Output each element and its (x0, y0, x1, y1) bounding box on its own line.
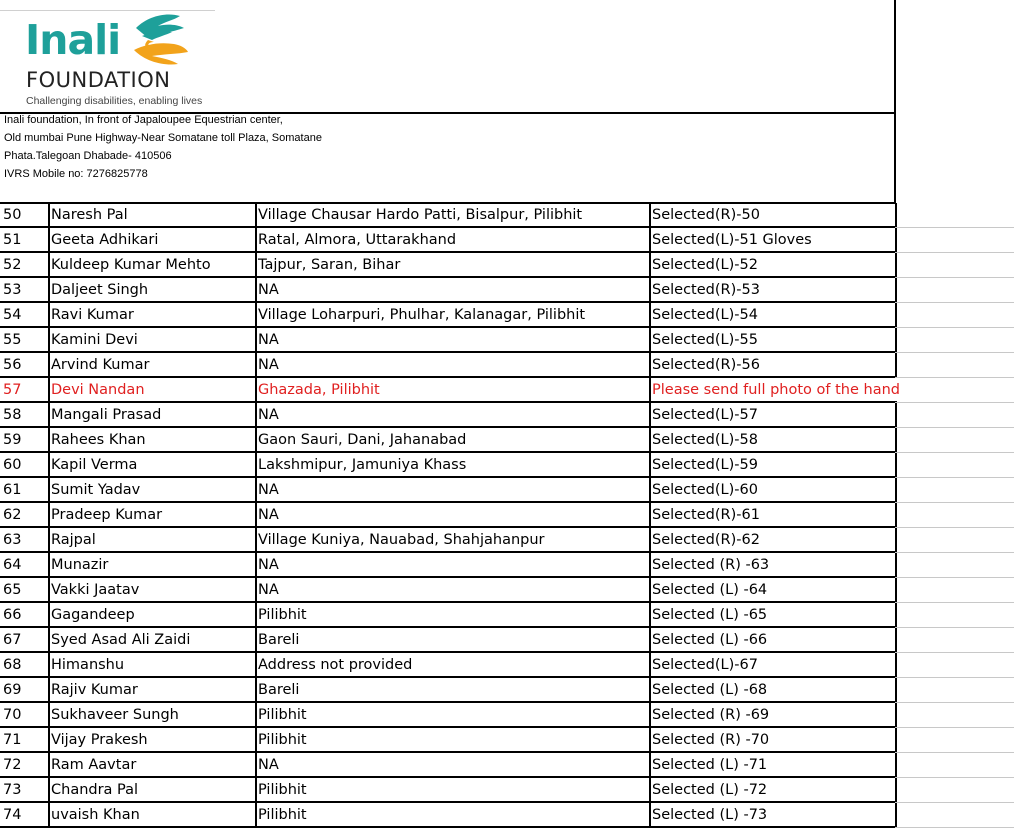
status-cell: Selected (L) -65 (649, 603, 897, 628)
row-number-cell: 72 (0, 753, 50, 778)
name-cell: Mangali Prasad (48, 403, 257, 428)
name-cell: uvaish Khan (48, 803, 257, 828)
table-row (0, 503, 1014, 528)
empty-cell (895, 228, 1014, 253)
row-number-cell: 64 (0, 553, 50, 578)
empty-cell (895, 628, 1014, 653)
name-cell: Rajpal (48, 528, 257, 553)
logo-wordmark: Inali (25, 16, 121, 64)
name-cell: Arvind Kumar (48, 353, 257, 378)
status-cell: Selected (R) -70 (649, 728, 897, 753)
table-row (0, 753, 1014, 778)
status-cell: Selected (L) -64 (649, 578, 897, 603)
table-row (0, 303, 1014, 328)
row-number-cell: 58 (0, 403, 50, 428)
empty-cell (895, 328, 1014, 353)
row-number-cell: 65 (0, 578, 50, 603)
name-cell: Pradeep Kumar (48, 503, 257, 528)
name-cell: Kapil Verma (48, 453, 257, 478)
name-cell: Rajiv Kumar (48, 678, 257, 703)
row-number-cell: 68 (0, 653, 50, 678)
status-cell: Selected(L)-57 (649, 403, 897, 428)
empty-cell (895, 553, 1014, 578)
row-number-cell: 52 (0, 253, 50, 278)
ivrs-mobile-line: IVRS Mobile no: 7276825778 (4, 168, 148, 180)
row-number-cell: 51 (0, 228, 50, 253)
name-cell: Kuldeep Kumar Mehto (48, 253, 257, 278)
table-row (0, 328, 1014, 353)
address-cell: NA (255, 353, 651, 378)
empty-cell (895, 453, 1014, 478)
table-row (0, 528, 1014, 553)
table-row (0, 253, 1014, 278)
table-row (0, 353, 1014, 378)
logo-tagline: Challenging disabilities, enabling lives (26, 95, 203, 107)
address-cell: Lakshmipur, Jamuniya Khass (255, 453, 651, 478)
table-row (0, 278, 1014, 303)
empty-cell (895, 428, 1014, 453)
name-cell: Ram Aavtar (48, 753, 257, 778)
name-cell: Vijay Prakesh (48, 728, 257, 753)
address-cell: NA (255, 403, 651, 428)
status-cell: Selected(L)-67 (649, 653, 897, 678)
empty-cell (895, 603, 1014, 628)
status-cell: Selected(L)-59 (649, 453, 897, 478)
row-number-cell: 69 (0, 678, 50, 703)
status-cell: Selected(R)-61 (649, 503, 897, 528)
row-number-cell: 67 (0, 628, 50, 653)
address-line-2: Old mumbai Pune Highway-Near Somatane toll Plaza, Somatane (4, 132, 322, 144)
row-number-cell: 66 (0, 603, 50, 628)
address-cell: NA (255, 278, 651, 303)
row-number-cell: 56 (0, 353, 50, 378)
address-cell: NA (255, 753, 651, 778)
address-cell: NA (255, 328, 651, 353)
empty-cell (895, 578, 1014, 603)
row-number-cell: 53 (0, 278, 50, 303)
empty-cell (895, 253, 1014, 278)
table-row (0, 403, 1014, 428)
status-cell: Selected(L)-58 (649, 428, 897, 453)
address-cell: Bareli (255, 678, 651, 703)
address-line-3: Phata.Talegoan Dhabade- 410506 (4, 150, 172, 162)
address-cell: Village Loharpuri, Phulhar, Kalanagar, Pilibhit (255, 303, 651, 328)
status-cell: Please send full photo of the hand (649, 378, 897, 403)
table-row (0, 653, 1014, 678)
address-cell: Ratal, Almora, Uttarakhand (255, 228, 651, 253)
address-cell: Pilibhit (255, 728, 651, 753)
address-cell: Pilibhit (255, 703, 651, 728)
empty-cell (895, 303, 1014, 328)
empty-cell (895, 678, 1014, 703)
row-number-cell: 73 (0, 778, 50, 803)
table-row (0, 628, 1014, 653)
row-number-cell: 55 (0, 328, 50, 353)
address-cell: Bareli (255, 628, 651, 653)
name-cell: Chandra Pal (48, 778, 257, 803)
row-number-cell: 50 (0, 203, 50, 228)
empty-cell (895, 203, 1014, 228)
status-cell: Selected(R)-56 (649, 353, 897, 378)
address-cell: Pilibhit (255, 603, 651, 628)
empty-cell (895, 403, 1014, 428)
name-cell: Sumit Yadav (48, 478, 257, 503)
status-cell: Selected (L) -72 (649, 778, 897, 803)
table-row (0, 678, 1014, 703)
table-row (0, 428, 1014, 453)
status-cell: Selected(L)-52 (649, 253, 897, 278)
status-cell: Selected(L)-60 (649, 478, 897, 503)
address-block (0, 114, 896, 204)
empty-cell (895, 728, 1014, 753)
name-cell: Rahees Khan (48, 428, 257, 453)
empty-cell (895, 478, 1014, 503)
address-cell: Address not provided (255, 653, 651, 678)
name-cell: Geeta Adhikari (48, 228, 257, 253)
empty-cell (895, 753, 1014, 778)
row-number-cell: 61 (0, 478, 50, 503)
address-cell: NA (255, 478, 651, 503)
name-cell: Kamini Devi (48, 328, 257, 353)
table-row (0, 728, 1014, 753)
table-row (0, 603, 1014, 628)
address-cell: Gaon Sauri, Dani, Jahanabad (255, 428, 651, 453)
status-cell: Selected(L)-51 Gloves (649, 228, 897, 253)
status-cell: Selected (R) -69 (649, 703, 897, 728)
row-number-cell: 57 (0, 378, 50, 403)
name-cell: Ravi Kumar (48, 303, 257, 328)
logo-foundation-text: FOUNDATION (26, 68, 171, 92)
row-number-cell: 62 (0, 503, 50, 528)
table-row (0, 228, 1014, 253)
status-cell: Selected (R) -63 (649, 553, 897, 578)
status-cell: Selected (L) -68 (649, 678, 897, 703)
row-number-cell: 74 (0, 803, 50, 828)
name-cell: Naresh Pal (48, 203, 257, 228)
empty-cell (895, 528, 1014, 553)
name-cell: Vakki Jaatav (48, 578, 257, 603)
address-cell: Village Chausar Hardo Patti, Bisalpur, Pilibhit (255, 203, 651, 228)
address-line-1: Inali foundation, In front of Japaloupee Equestrian center, (4, 114, 283, 126)
status-cell: Selected (L) -73 (649, 803, 897, 828)
inali-foundation-logo (0, 0, 215, 112)
row-number-cell: 63 (0, 528, 50, 553)
status-cell: Selected(L)-54 (649, 303, 897, 328)
hands-logo-icon (128, 10, 190, 68)
address-cell: Pilibhit (255, 778, 651, 803)
name-cell: Daljeet Singh (48, 278, 257, 303)
header-block (0, 0, 896, 114)
address-cell: NA (255, 578, 651, 603)
empty-cell (895, 653, 1014, 678)
address-cell: Ghazada, Pilibhit (255, 378, 651, 403)
row-number-cell: 71 (0, 728, 50, 753)
row-number-cell: 59 (0, 428, 50, 453)
table-row (0, 703, 1014, 728)
empty-cell (895, 703, 1014, 728)
row-number-cell: 60 (0, 453, 50, 478)
table-row (0, 578, 1014, 603)
address-cell: Pilibhit (255, 803, 651, 828)
name-cell: Devi Nandan (48, 378, 257, 403)
table-row (0, 478, 1014, 503)
table-row (0, 778, 1014, 803)
address-cell: NA (255, 553, 651, 578)
address-cell: Village Kuniya, Nauabad, Shahjahanpur (255, 528, 651, 553)
empty-cell (895, 353, 1014, 378)
empty-cell (895, 278, 1014, 303)
address-cell: Tajpur, Saran, Bihar (255, 253, 651, 278)
empty-cell (895, 803, 1014, 828)
name-cell: Gagandeep (48, 603, 257, 628)
status-cell: Selected(R)-50 (649, 203, 897, 228)
status-cell: Selected(R)-53 (649, 278, 897, 303)
name-cell: Himanshu (48, 653, 257, 678)
table-row (0, 553, 1014, 578)
table-row (0, 453, 1014, 478)
name-cell: Sukhaveer Sungh (48, 703, 257, 728)
empty-cell (895, 778, 1014, 803)
table-row (0, 203, 1014, 228)
status-cell: Selected(R)-62 (649, 528, 897, 553)
status-cell: Selected(L)-55 (649, 328, 897, 353)
name-cell: Syed Asad Ali Zaidi (48, 628, 257, 653)
row-number-cell: 54 (0, 303, 50, 328)
row-number-cell: 70 (0, 703, 50, 728)
table-row (0, 378, 1014, 403)
status-cell: Selected (L) -66 (649, 628, 897, 653)
table-row (0, 803, 1014, 828)
status-cell: Selected (L) -71 (649, 753, 897, 778)
address-cell: NA (255, 503, 651, 528)
empty-cell (895, 503, 1014, 528)
empty-cell (895, 378, 1014, 403)
name-cell: Munazir (48, 553, 257, 578)
